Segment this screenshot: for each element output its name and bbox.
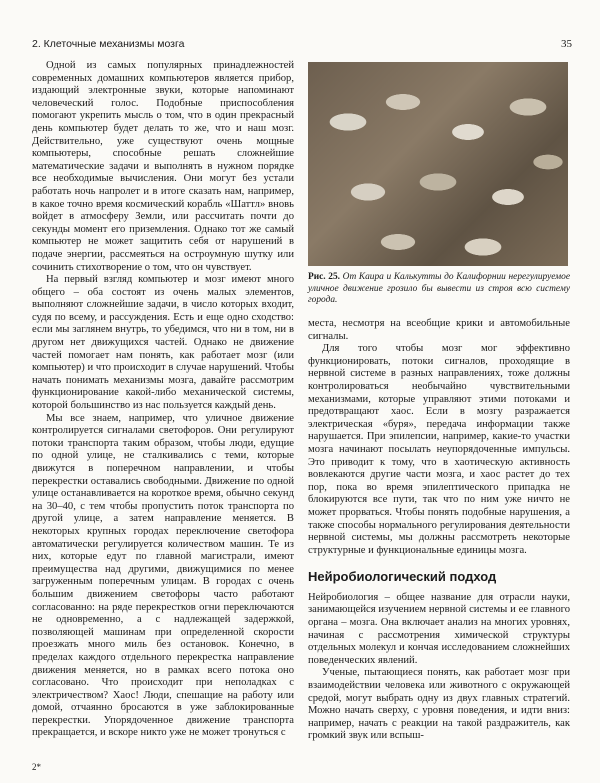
paragraph: На первый взгляд компьютер и мозг имеют много общего – оба состоят из очень малых элементов, выполняют сложнейшие задачи, в число которых входит, судя по всему, и рассуждения. Есть и еще одно сходство: если мы заглянем внутрь, то убедимся, что ни в том, ни в другом нет движущихся частей. Однако не движение частей помогает нам понять, как работает мозг (или компьютер) и что происходит в случае нарушений. Чтобы начать понимать механизмы мозга, давайте рассмотрим функционирование какой-либо механической системы, которой большинство из нас пользуется каждый день. [32, 274, 294, 412]
paragraph: Одной из самых популярных принадлежностей современных домашних компьютеров является прибор, издающий электронные звуки, которые напоминают человеческий голос. Подобные приспособления помогают укрепить мысль о том, что в один прекрасный день компьютер будет делать то же, что и наш мозг. Действительно, уже существуют очень мощные компьютеры, способные решать сложнейшие математические задачи и выполнять в нужном порядке все необходимые вычисления. Они могут без устали работать ночь напролет и в итоге сказать нам, например, в какое точно время космический корабль «Шаттл» вновь войдет в атмосферу Земли, или рассчитать почти до секунды момент его приземления. Однако тот же самый компьютер не может защитить себя от нарушений в подаче энергии, рассмеяться на остроумную шутку или сочинить стихотворение о том, что он чувствует. [32, 60, 294, 273]
paragraph: Для того чтобы мозг мог эффективно функционировать, потоки сигналов, проходящие в нервной системе в разных направлениях, тоже должны контролироваться необычайно чувствительными механизмами, которые управляют этими потоками и предотвращают хаос. Если в мозгу разражается электрическая «буря», передача информации также нарушается. При эпилепсии, например, какие-то участки мозга начинают посылать неупорядоченные импульсы. Это приводит к тому, что в хаотическую активность вовлекаются другие части мозга, и хаос растет до тех пор, пока во время эпилептического припадка не блокируются все пути, так что по ним уже ничто не может прорваться. Чтобы понять подобные нарушения, а также способы нормального регулирования деятельности нервной системы, мы должны рассмотреть некоторые структурные и функциональные единицы мозга. [308, 343, 570, 556]
right-column [308, 318, 570, 743]
running-title: 2. Клеточные механизмы мозга [32, 38, 185, 50]
paragraph: Нейробиология – общее название для отрасли науки, занимающейся изучением нервной системы и ее главного органа – мозга. Она включает анализ на многих уровнях, начиная с рассмотрения химической структуры отдельных молекул и кончая исследованием сложнейших поведенческих явлений. [308, 591, 570, 666]
traffic-jam-photo [308, 62, 568, 266]
section-heading: Нейробиологический подход [308, 569, 497, 585]
figure-number: Рис. 25. [308, 272, 341, 282]
page-number: 35 [561, 38, 572, 50]
figure-caption-text: От Каира и Калькутты до Калифорнии нерегулируемое уличное движение грозило бы вывести из строя всю систему города. [308, 272, 571, 306]
signature-mark: 2* [32, 762, 41, 772]
left-column [32, 60, 294, 740]
paragraph: Ученые, пытающиеся понять, как работает мозг при взаимодействии человека или животного с окружающей средой, могут выбрать одну из двух главных стратегий. Можно начать сверху, с уровня поведения, и идти вниз: например, начать с реакции на такой раздражитель, как громкий звук или вспыш- [308, 667, 570, 742]
paragraph-continuation: места, несмотря на всеобщие крики и автомобильные сигналы. [308, 318, 570, 342]
figure-caption [308, 272, 570, 307]
paragraph: Мы все знаем, например, что уличное движение контролируется сигналами светофоров. Они регулируют потоки транспорта таким образом, чтобы люди, едущие по одной улице, не сталкивались с теми, которые движутся в поперечном направлении, и чтобы перекрестки оставались свободными. Движение по одной улице останавливается на короткое время, обычно секунд на 30–40, с тем чтобы пропустить поток транспорта по другой улице, а затем направление меняется. В некоторых крупных городах переключение светофора автоматически регулируется количеством машин. Те из них, которые едут по главной магистрали, имеют преимущества над другими, движущимися по менее загруженным поперечным улицам. В городах с очень большим движением светофоры часто работают согласованно: на ряде перекрестков огни переключаются не одновременно, а с надлежащей задержкой, позволяющей машинам при определенной скорости проезжать много миль без остановок. Конечно, в пределах каждого отдельного перекрестка направление движения меняется, но в рамках всего потока оно согласовано. Что происходит при неполадках с электричеством? Хаос! Люди, спешащие на работу или домой, отчаянно бросаются в уже заблокированные перекрестки. Упорядоченное движение транспорта прекращается, и вскоре никто уже не может тронуться с [32, 412, 294, 739]
